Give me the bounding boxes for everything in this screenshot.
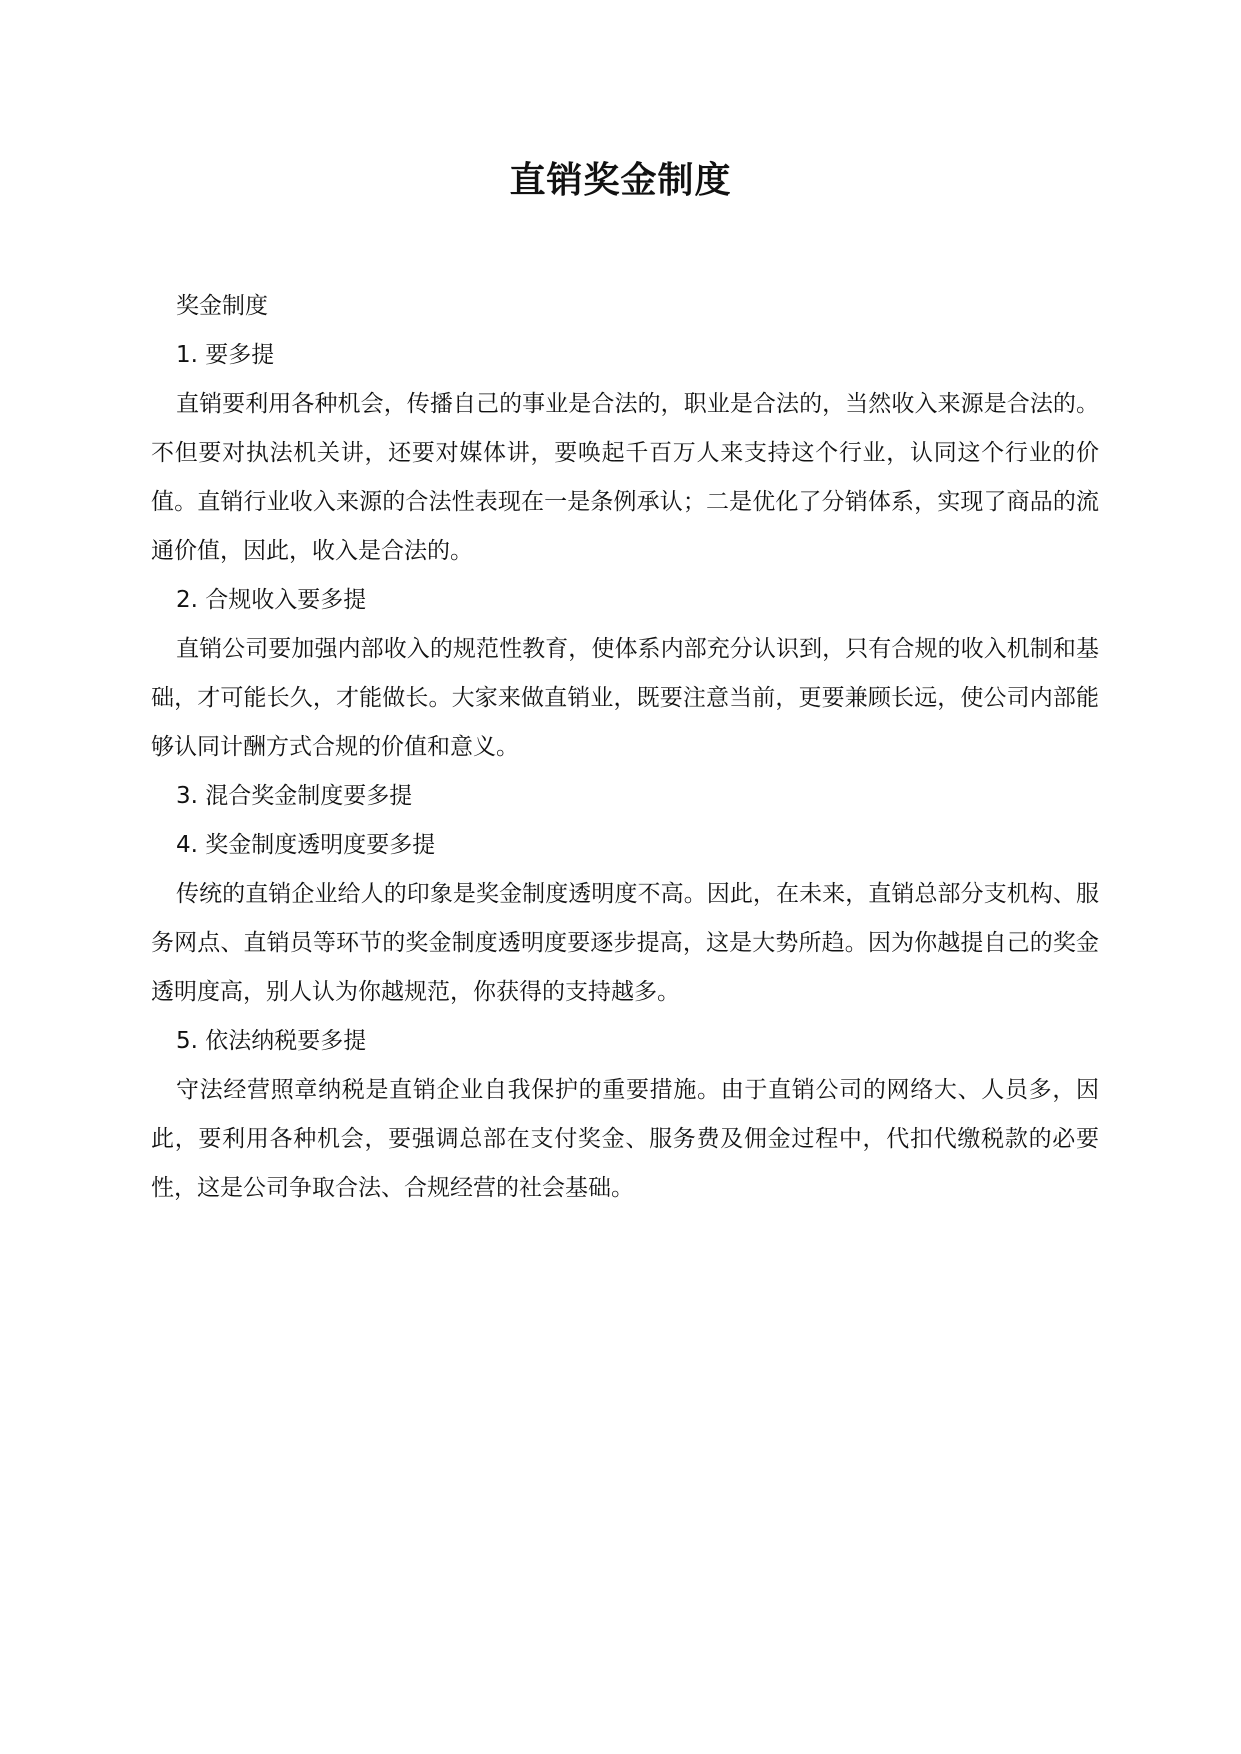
item-paragraph-2: 直销公司要加强内部收入的规范性教育，使体系内部充分认识到，只有合规的收入机制和基础，才可能长久，才能做长。大家来做直销业，既要注意当前，更要兼顾长远，使公司内部能够认同计酬方式合规的价值和意义。 bbox=[151, 636, 1099, 760]
item-heading-1: 1. 要多提 bbox=[176, 342, 275, 368]
item-heading-5: 5. 依法纳税要多提 bbox=[176, 1028, 367, 1054]
item-heading-2: 2. 合规收入要多提 bbox=[176, 587, 367, 613]
item-paragraph-4: 传统的直销企业给人的印象是奖金制度透明度不高。因此，在未来，直销总部分支机构、服务网点、直销员等环节的奖金制度透明度要逐步提高，这是大势所趋。因为你越提自己的奖金透明度高，别人认为你越规范，你获得的支持越多。 bbox=[151, 881, 1099, 1005]
item-paragraph-1: 直销要利用各种机会，传播自己的事业是合法的，职业是合法的，当然收入来源是合法的。不但要对执法机关讲，还要对媒体讲，要唤起千百万人来支持这个行业，认同这个行业的价值。直销行业收入来源的合法性表现在一是条例承认；二是优化了分销体系，实现了商品的流通价值，因此，收入是合法的。 bbox=[151, 391, 1099, 564]
item-heading-4: 4. 奖金制度透明度要多提 bbox=[176, 832, 436, 858]
item-paragraph-5: 守法经营照章纳税是直销企业自我保护的重要措施。由于直销公司的网络大、人员多，因此，要利用各种机会，要强调总部在支付奖金、服务费及佣金过程中，代扣代缴税款的必要性，这是公司争取合法、合规经营的社会基础。 bbox=[151, 1077, 1099, 1201]
document-body bbox=[151, 282, 1099, 1213]
section-heading: 奖金制度 bbox=[176, 293, 268, 319]
item-heading-3: 3. 混合奖金制度要多提 bbox=[176, 783, 413, 809]
document-title: 直销奖金制度 bbox=[509, 160, 732, 201]
